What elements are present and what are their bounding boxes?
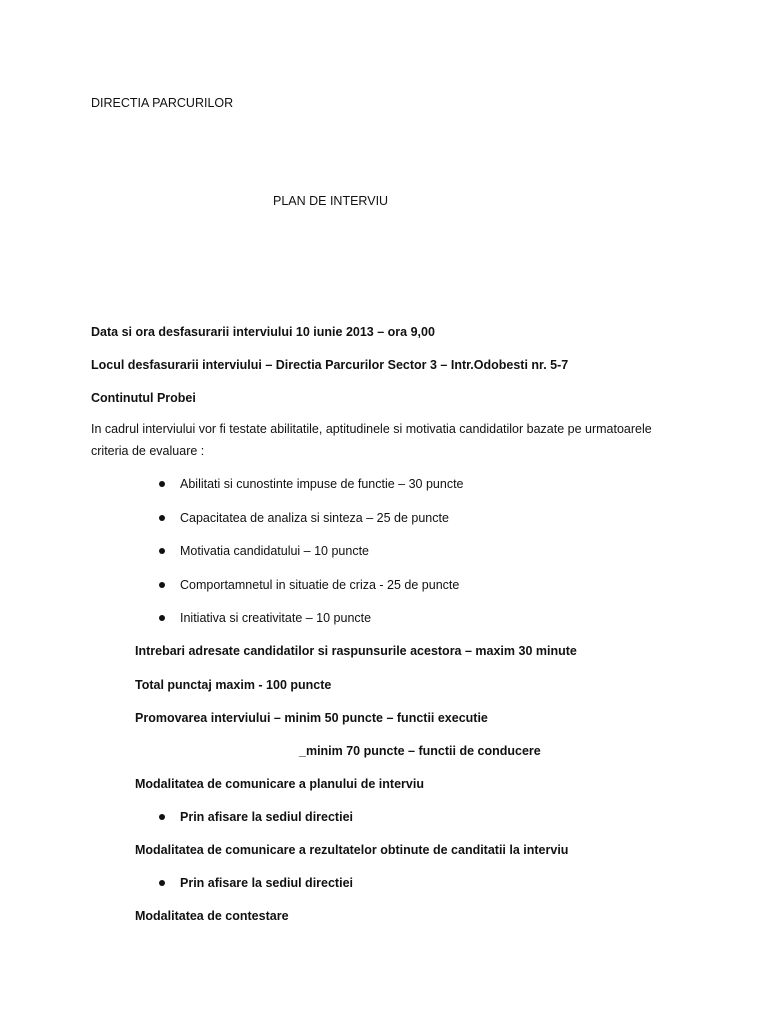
date-line: Data si ora desfasurarii interviului 10 iunie 2013 – ora 9,00 — [91, 325, 435, 339]
questions-line: Intrebari adresate candidatilor si raspunsurile acestora – maxim 30 minute — [135, 644, 577, 658]
criterion-text: Capacitatea de analiza si sinteza – 25 de puncte — [180, 511, 449, 525]
bullet-icon — [159, 481, 165, 487]
bullet-icon — [159, 814, 165, 820]
appeal-heading: Modalitatea de contestare — [135, 909, 289, 923]
criterion-text: Comportamnetul in situatie de criza - 25 de puncte — [180, 578, 460, 592]
bullet-icon — [159, 515, 165, 521]
criterion-text: Abilitati si cunostinte impuse de functie – 30 puncte — [180, 477, 464, 491]
document-title: PLAN DE INTERVIU — [273, 194, 389, 208]
criterion-text: Initiativa si creativitate – 10 puncte — [180, 611, 372, 625]
plan-communication-heading: Modalitatea de comunicare a planului de interviu — [135, 777, 424, 791]
list-item — [159, 510, 449, 526]
plan-communication-method: Prin afisare la sediul directiei — [180, 810, 353, 824]
list-item — [159, 610, 371, 626]
content-heading: Continutul Probei — [91, 391, 196, 405]
list-item — [159, 875, 353, 891]
promotion-lead-line: _minim 70 puncte – functii de conducere — [299, 744, 541, 758]
institution-name: DIRECTIA PARCURILOR — [91, 96, 234, 110]
total-score-line: Total punctaj maxim - 100 puncte — [135, 678, 332, 692]
list-item — [159, 809, 353, 825]
results-communication-method: Prin afisare la sediul directiei — [180, 876, 353, 890]
list-item — [159, 543, 369, 559]
results-communication-heading: Modalitatea de comunicare a rezultatelor obtinute de canditatii la interviu — [135, 843, 569, 857]
promotion-line: Promovarea interviului – minim 50 puncte – functii executie — [135, 711, 488, 725]
list-item — [159, 476, 464, 492]
criterion-text: Motivatia candidatului – 10 puncte — [180, 544, 370, 558]
bullet-icon — [159, 880, 165, 886]
bullet-icon — [159, 548, 165, 554]
bullet-icon — [159, 615, 165, 621]
location-line: Locul desfasurarii interviului – Directia Parcurilor Sector 3 – Intr.Odobesti nr. 5-7 — [91, 358, 569, 372]
intro-paragraph: In cadrul interviului vor fi testate abilitatile, aptitudinele si motivatia candidatilor bazate pe urmatoarele criteria de evaluare : — [91, 422, 652, 458]
list-item — [159, 577, 459, 593]
bullet-icon — [159, 582, 165, 588]
